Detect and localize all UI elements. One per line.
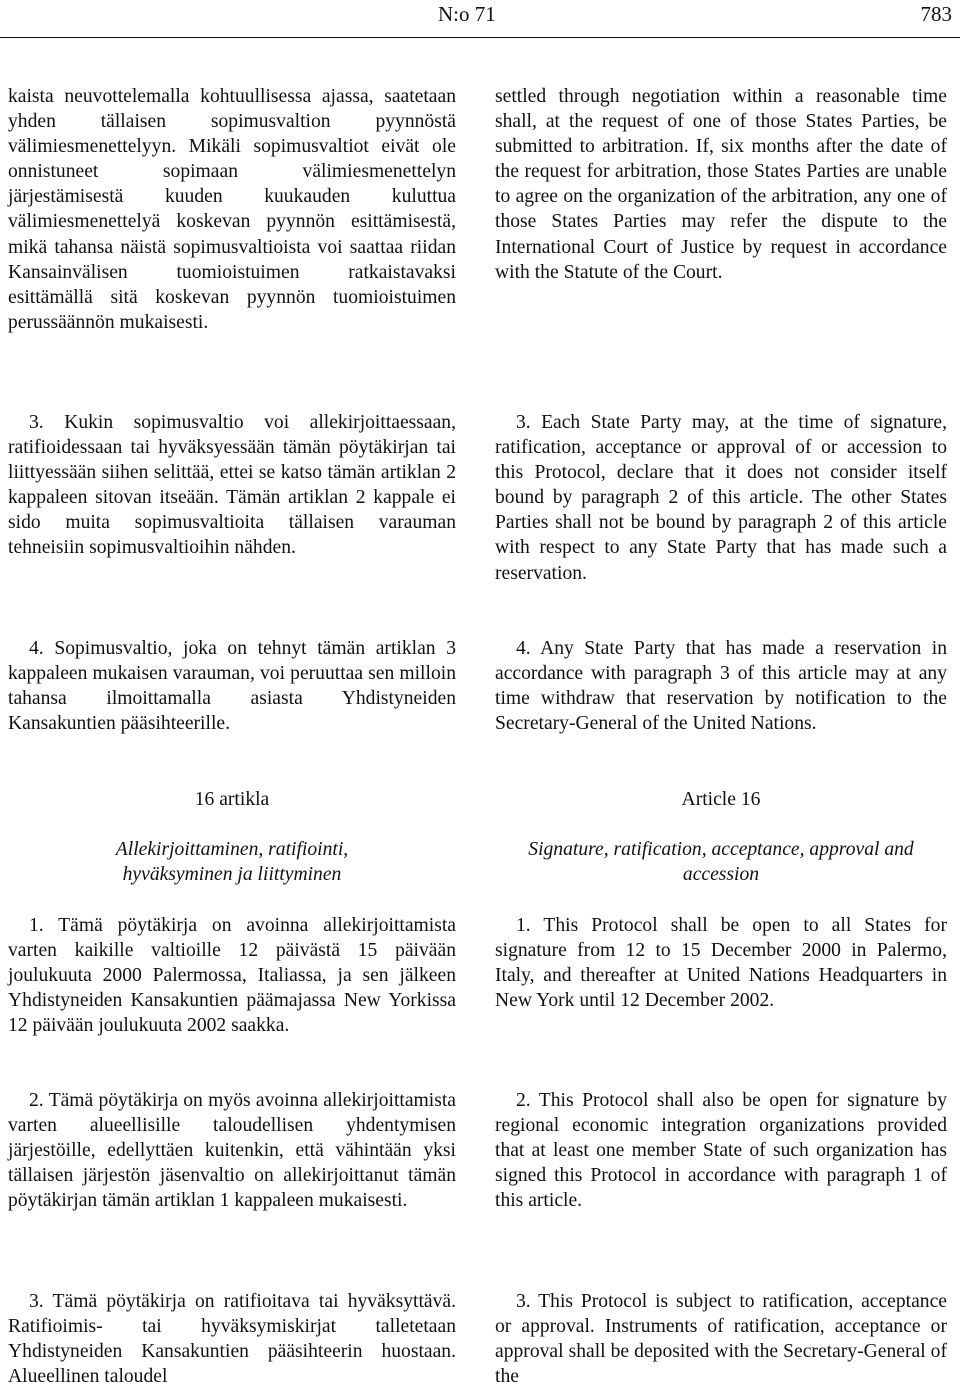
journal-number: N:o 71 bbox=[438, 2, 496, 26]
fi-article-heading: 16 artikla bbox=[194, 789, 270, 810]
en-article16-paragraph-2: 2. This Protocol shall also be open for signature by regional economic integration organizations provided that at least one member State of such organization has signed this Protocol in accordance with paragraph 1 of this article. bbox=[495, 1090, 947, 1212]
header-rule bbox=[0, 37, 960, 38]
fi-article-title: Allekirjoittaminen, ratifiointi, hyväksyminen ja liittyminen bbox=[115, 839, 349, 886]
fi-paragraph-4: 4. Sopimusvaltio, joka on tehnyt tämän artiklan 3 kappaleen mukaisen varauman, voi peruuttaa sen milloin tahansa ilmoittamalla asiasta Yhdistyneiden Kansakuntien pääsihteerille. bbox=[8, 638, 456, 735]
fi-article16-paragraph-2: 2. Tämä pöytäkirja on myös avoinna allekirjoittamista varten alueellisille taloudellisen yhdentymisen järjestöille, edellyttäen kuitenkin, että vähintään yksi tällaisen järjestön jäsenvaltio on allekirjoittanut tämän pöytäkirjan tämän artiklan 1 kappaleen mukaisesti. bbox=[8, 1090, 456, 1212]
fi-paragraph-3: 3. Kukin sopimusvaltio voi allekirjoittaessaan, ratifioidessaan tai hyväksyessään tämän pöytäkirjan tai liittyessään siihen selittää, ettei se katso tämän artiklan 2 kappaleen sitovan itseään. Tämän artiklan 2 kappale ei sido muita sopimusvaltioita tällaisen varauman tehneisiin sopimusvaltioihin nähden. bbox=[8, 412, 456, 559]
fi-article16-paragraph-1: 1. Tämä pöytäkirja on avoinna allekirjoittamista varten kaikille valtioille 12 päivästä 15 päivään joulukuuta 2000 Palermossa, Italiassa, ja sen jälkeen Yhdistyneiden Kansakuntien päämajassa New Yorkissa 12 päivään joulukuuta 2002 saakka. bbox=[8, 915, 456, 1037]
en-article16-paragraph-1: 1. This Protocol shall be open to all States for signature from 12 to 15 December 2000 in Palermo, Italy, and thereafter at United Nations Headquarters in New York until 12 December 2002. bbox=[495, 915, 947, 1012]
fi-article16-paragraph-3: 3. Tämä pöytäkirja on ratifioitava tai hyväksyttävä. Ratifioimis- tai hyväksymiskirjat talletetaan Yhdistyneiden Kansakuntien pääsihteerin huostaan. Alueellinen taloudel bbox=[8, 1291, 456, 1388]
fi-paragraph-continued: kaista neuvottelemalla kohtuullisessa ajassa, saatetaan yhden tällaisen sopimusvaltion pyynnöstä välimiesmenettelyyn. Mikäli sopimusvaltiot eivät ole onnistuneet sopimaan välimiesmenettelyn järjestämisestä kuuden kuukauden kuluttua välimiesmenettelyä koskevan pyynnön esittämisestä, mikä tahansa näistä sopimusvaltioista voi saattaa riidan Kansainvälisen tuomioistuimen ratkaistavaksi esittämällä sitä koskevan pyynnön tuomioistuimen perussäännön mukaisesti. bbox=[8, 86, 456, 333]
en-article-heading: Article 16 bbox=[681, 789, 761, 810]
en-article-title: Signature, ratification, acceptance, approval and accession bbox=[528, 839, 914, 886]
en-paragraph-3: 3. Each State Party may, at the time of signature, ratification, acceptance or approval of or accession to this Protocol, declare that it does not consider itself bound by paragraph 2 of this article. The other States Parties shall not be bound by paragraph 2 of this article with respect to any State Party that has made such a reservation. bbox=[495, 412, 947, 584]
en-paragraph-continued: settled through negotiation within a reasonable time shall, at the request of one of those States Parties, be submitted to arbitration. If, six months after the date of the request for arbitration, those States Parties are unable to agree on the organization of the arbitration, any one of those States Parties may refer the dispute to the International Court of Justice by request in accordance with the Statute of the Court. bbox=[495, 86, 947, 283]
page-number: 783 bbox=[920, 2, 952, 26]
en-article16-paragraph-3: 3. This Protocol is subject to ratification, acceptance or approval. Instruments of ratification, acceptance or approval shall be deposited with the Secretary-General of the bbox=[495, 1291, 947, 1388]
en-paragraph-4: 4. Any State Party that has made a reservation in accordance with paragraph 3 of this article may at any time withdraw that reservation by notification to the Secretary-General of the United Nations. bbox=[495, 638, 947, 735]
page-header bbox=[0, 0, 960, 38]
